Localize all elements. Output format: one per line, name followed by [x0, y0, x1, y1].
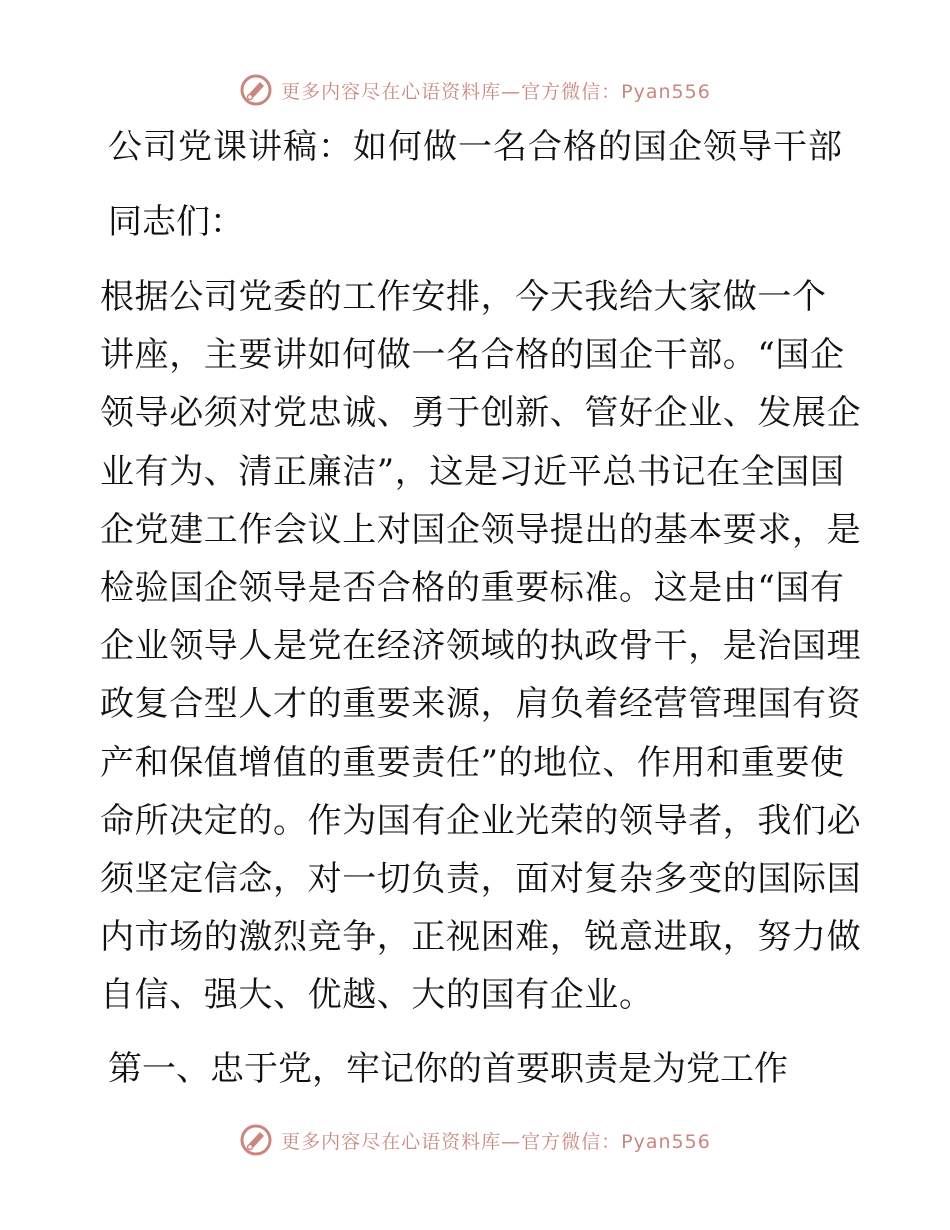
paragraph-line: 内市场的激烈竞争，正视困难，锐意进取，努力做 [100, 917, 862, 958]
paragraph-line: 企业领导人是党在经济领域的执政骨干，是治国理 [100, 626, 862, 667]
watermark-header [0, 70, 950, 110]
watermark-text: 更多内容尽在心语资料库—官方微信：Pyan556 [281, 1130, 711, 1153]
paragraph-line: 命所决定的。作为国有企业光荣的领导者，我们必 [100, 800, 862, 841]
paragraph-line: 业有为、清正廉洁”，这是习近平总书记在全国国 [100, 451, 845, 492]
paragraph-line: 领导必须对党忠诚、勇于创新、管好企业、发展企 [100, 393, 862, 434]
paragraph-line: 根据公司党委的工作安排，今天我给大家做一个 [100, 277, 827, 317]
document-title: 公司党课讲稿：如何做一名合格的国企领导干部 [108, 127, 843, 167]
paragraph-line: 企党建工作会议上对国企领导提出的基本要求，是 [100, 509, 862, 550]
stamp-logo-icon [239, 1123, 273, 1157]
paragraph-line: 产和保值增值的重要责任”的地位、作用和重要使 [100, 742, 845, 783]
paragraph-line: 检验国企领导是否合格的重要标准。这是由“国有 [100, 568, 845, 609]
watermark-footer [0, 1120, 950, 1160]
greeting: 同志们： [108, 202, 244, 242]
paragraph-line: 须坚定信念，对一切负责，面对复杂多变的国际国 [100, 859, 862, 900]
paragraph-line: 自信、强大、优越、大的国有企业。 [100, 975, 654, 1016]
watermark-text: 更多内容尽在心语资料库—官方微信：Pyan556 [281, 80, 711, 103]
paragraph-line: 政复合型人才的重要来源，肩负着经营管理国有资 [100, 684, 862, 725]
stamp-logo-icon [239, 73, 273, 107]
paragraph-line: 讲座，主要讲如何做一名合格的国企干部。“国企 [100, 335, 845, 376]
section-heading: 第一、忠于党，牢记你的首要职责是为党工作 [108, 1049, 788, 1089]
body-paragraph [100, 268, 862, 1025]
